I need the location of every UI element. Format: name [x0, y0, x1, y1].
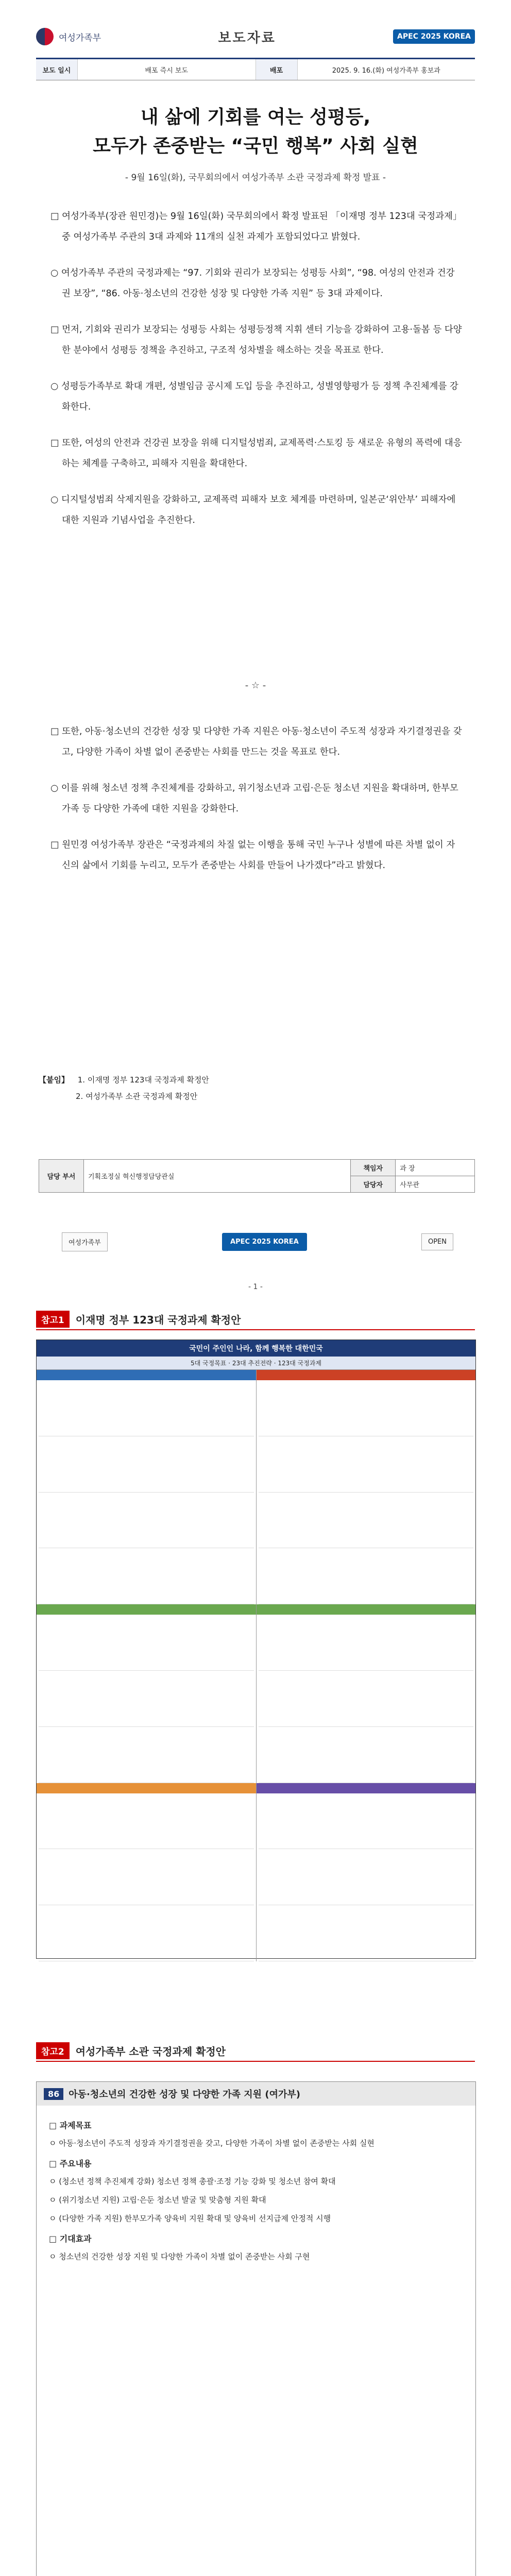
ministry-footer-logo: 여성가족부 [62, 1232, 108, 1251]
page-subtitle: - 9월 16일(화), 국무회의에서 여성가족부 소관 국정과제 확정 발표 - [125, 173, 386, 183]
attachment-item: 2. 여성가족부 소관 국정과제 확정안 [76, 1092, 198, 1101]
apec-logo: APEC 2025 KOREA [393, 29, 475, 44]
ministry-logo: 여성가족부 [36, 28, 101, 45]
page-number: - 1 - [248, 1283, 263, 1291]
taegeuk-icon [36, 28, 54, 45]
page-title: 내 삶에 기회를 여는 성평등, 모두가 존중받는 “국민 행복” 사회 실현 [93, 107, 418, 157]
reference-two-heading: 참고2 여성가족부 소관 국정과제 확정안 [36, 2040, 475, 2062]
goal-column [37, 1370, 257, 1961]
goal-column [257, 1370, 476, 1961]
page-header [36, 22, 475, 52]
doc-type: 보도자료 [218, 30, 276, 46]
attachment-item: 1. 이재명 정부 123대 국정과제 확정안 [77, 1075, 209, 1084]
attachments: 【붙임】 1. 이재명 정부 123대 국정과제 확정안 2. 여성가족부 소관 국정과제 확정안 [39, 1075, 209, 1101]
open-badge: OPEN [421, 1233, 453, 1250]
footer-logos [62, 1226, 453, 1257]
body-section-two: □ 또한, 아동·청소년의 건강한 성장 및 다양한 가족 지원은 아동·청소년이 주도적 성장과 자기결정권을 갖고, 다양한 가족이 차별 없이 존중받는 사회를 만드는 것을 목표로 한다. ○ 이를 위해 청소년 정책 추진체계를 강화하고, 위기청소년과 고립·은둔 청소년 지원을 확대하며, 한부모가족 등 다양한 가족에 대한 지원을 강화한다. □ 원민경 여성가족부 장관은 “국정과제의 차질 없는 이행을 통해 국민 누구나 성별에 따른 차별 없이 자신의 삶에서 기회를 누리고, 모두가 존중받는 사회를 만들어 나가겠다”라고 밝혔다. [50, 726, 462, 871]
task-86-box: 86 아동·청소년의 건강한 성장 및 다양한 가족 지원 (여가부) □ 과제목표 ㅇ 아동·청소년이 주도적 성장과 자기결정권을 갖고, 다양한 가족이 차별 없이 존중받는 사회 실현 □ 주요내용 ㅇ (청소년 정책 추진체계 강화) 청소년 정책 총괄·조정 기능 강화 및 청소년 참여 확대 ㅇ (위기청소년 지원) 고립·은둔 청소년 발굴 및 맞춤형 지원 확대 ㅇ (다양한 가족 지원) 한부모가족 양육비 지원 확대 및 양육비 선지급제 안정적 시행 □ 기대효과 ㅇ 청소년의 건강한 성장 지원 및 다양한 가족이 차별 없이 존중받는 사회 구현 [36, 2081, 476, 2576]
apec-footer-logo: APEC 2025 KOREA [222, 1233, 307, 1251]
contact-table: 담당 부서 기획조정실 혁신행정담당관실 책임자 과 장 담당자 사무관 [39, 1159, 475, 1193]
release-meta: 보도 일시 배포 즉시 보도 배포 2025. 9. 16.(화) 여성가족부 홍보과 [36, 58, 475, 80]
national-tasks-table-image: 국민이 주인인 나라, 함께 행복한 대한민국 5대 국정목표 · 23대 추진전략 · 123대 국정과제 [36, 1340, 476, 1959]
body-section-one: □ 여성가족부(장관 원민경)는 9월 16일(화) 국무회의에서 확정 발표된 「이재명 정부 123대 국정과제」 중 여성가족부 주관의 3대 과제와 11개의 실천 과제가 포함되었다고 밝혔다. ○ 여성가족부 주관의 국정과제는 “97. 기회와 권리가 보장되는 성평등 사회”, “98. 여성의 안전과 건강권 보장”, “86. 아동·청소년의 건강한 성장 및 다양한 가족 지원” 등 3대 과제이다. □ 먼저, 기회와 권리가 보장되는 성평등 사회는 성평등정책 지휘 센터 기능을 강화하여 고용·돌봄 등 다양한 분야에서 성평등 정책을 추진하고, 구조적 성차별을 해소하는 것을 목표로 한다. ○ 성평등가족부로 확대 개편, 성별임금 공시제 도입 등을 추진하고, 성별영향평가 등 정책 추진체계를 강화한다. □ 또한, 여성의 안전과 건강권 보장을 위해 디지털성범죄, 교제폭력·스토킹 등 새로운 유형의 폭력에 대응하는 체계를 구축하고, 피해자 지원을 확대한다. ○ 디지털성범죄 삭제지원을 강화하고, 교제폭력 피해자 보호 체계를 마련하며, 일본군‘위안부’ 피해자에 대한 지원과 기념사업을 추진한다. [50, 211, 462, 526]
page-two [0, 2009, 511, 2576]
section-divider: - ☆ - [245, 680, 266, 691]
reference-one-heading: 참고1 이재명 정부 123대 국정과제 확정안 [36, 1309, 475, 1330]
